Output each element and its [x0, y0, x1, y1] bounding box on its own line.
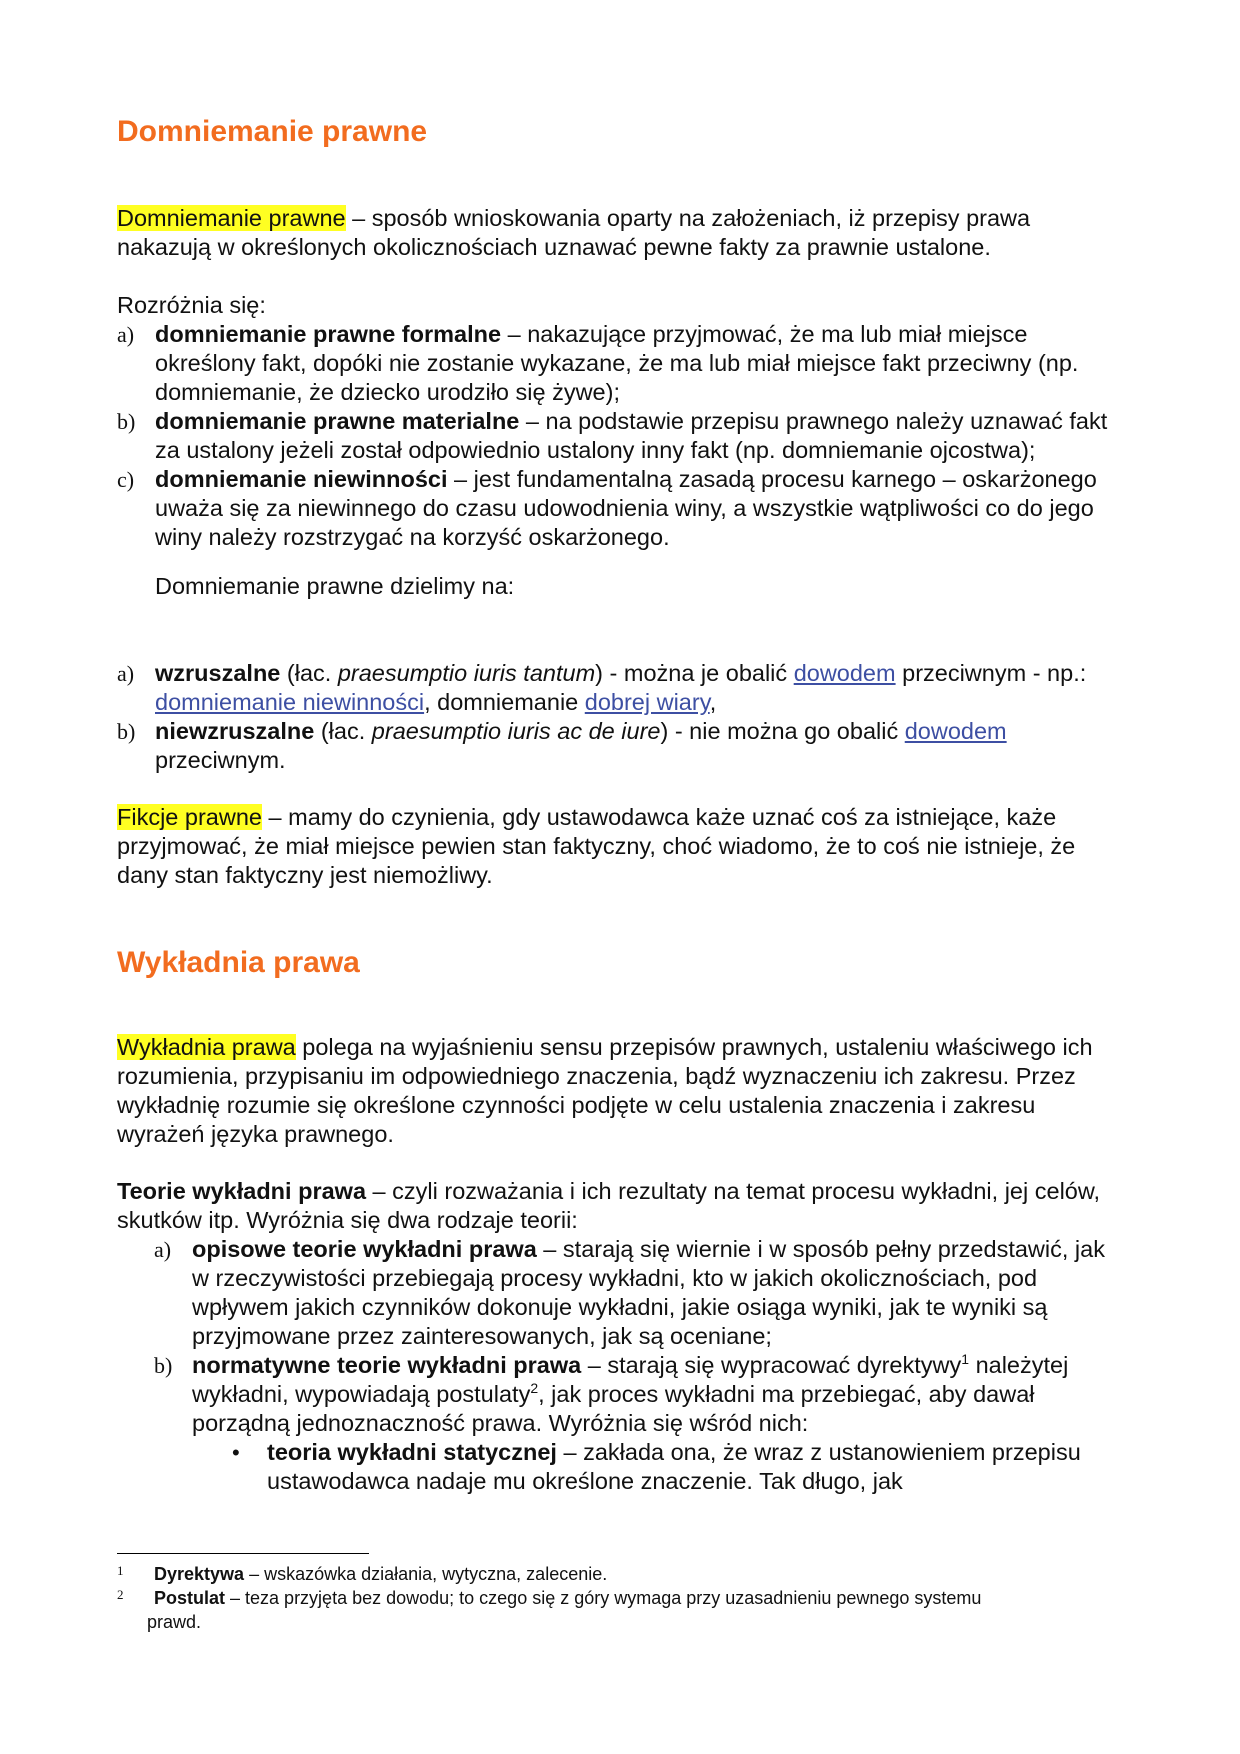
- list-marker: b): [117, 719, 136, 744]
- list-item-text: – nakazujące przyjmować, że ma lub miał miejsce określony fakt, dopóki nie zostanie wykazane, że ma lub miał miejsce fakt przeciwny (np. domniemanie, że dziecko urodziło się żywe);: [155, 321, 1079, 405]
- division-list: [79, 659, 1127, 775]
- list-item-term: niewzruszalne: [155, 718, 315, 744]
- list-item: [79, 1351, 1127, 1438]
- footnote-1: [117, 1562, 1127, 1586]
- list-item-text: – na podstawie przepisu prawnego należy uznawać fakt za ustalony jeżeli został odpowiednio ustalony inny fakt (np. domniemanie ojcostwa);: [155, 408, 1108, 463]
- list-item-term: normatywne teorie wykładni prawa: [192, 1352, 582, 1378]
- list-item: [79, 659, 1127, 717]
- list-item-term: domniemanie prawne formalne: [155, 321, 502, 347]
- division-intro: Domniemanie prawne dzielimy na:: [155, 573, 515, 599]
- footnote-2-continuation: prawd.: [147, 1612, 202, 1632]
- list-marker: c): [117, 467, 135, 492]
- document-body: [117, 112, 1127, 1496]
- definition-paragraph: [117, 1033, 1127, 1149]
- highlighted-term: Wykładnia prawa: [117, 1034, 296, 1060]
- text-fragment: należytej wykładni, wypowiadają postulaty: [192, 1352, 1069, 1407]
- fiction-text: – mamy do czynienia, gdy ustawodawca każe uznać coś za istniejące, każe przyjmować, że miał miejsce pewien stan faktyczny, choć wiadomo, że to coś nie istnieje, że dany stan faktyczny jest niemożliwy.: [117, 804, 1076, 888]
- footnote-text: – teza przyjęta bez dowodu; to czego się z góry wymaga przy uzasadnieniu pewnego systemu: [225, 1588, 982, 1608]
- list-item: [79, 465, 1127, 552]
- text-fragment: przeciwnym - np.:: [895, 660, 1087, 686]
- text-fragment: – starają się wypracować dyrektywy: [581, 1352, 962, 1378]
- list-item: [79, 717, 1127, 775]
- fiction-paragraph: [117, 803, 1127, 890]
- theory-term: Teorie wykładni prawa: [117, 1178, 367, 1204]
- link-dobrej-wiary[interactable]: dobrej wiary: [584, 689, 710, 715]
- section-heading-wykladnia: Wykładnia prawa: [117, 946, 360, 979]
- highlighted-term: Fikcje prawne: [117, 804, 262, 830]
- section-heading-domniemanie: Domniemanie prawne: [117, 115, 428, 148]
- latin-phrase: praesumptio iuris tantum: [337, 660, 596, 686]
- latin-phrase: praesumptio iuris ac de iure: [371, 718, 661, 744]
- list-item-term: wzruszalne: [155, 660, 281, 686]
- list-item-term: teoria wykładni statycznej: [267, 1439, 557, 1465]
- list-item-text: – jest fundamentalną zasadą procesu karnego – oskarżonego uważa się za niewinnego do czasu udowodnienia winy, a wszystkie wątpliwości co do jego winy należy rozstrzygać na korzyść oskarżonego.: [155, 466, 1097, 550]
- list-item-term: domniemanie niewinności: [155, 466, 448, 492]
- text-fragment: , domniemanie: [424, 689, 585, 715]
- text-fragment: ) - nie można go obalić: [660, 718, 905, 744]
- footnote-term: Postulat: [154, 1588, 226, 1608]
- list-item: [79, 407, 1127, 465]
- footnote-number: 2: [117, 1587, 124, 1602]
- list-item-term: domniemanie prawne materialne: [155, 408, 520, 434]
- footnote-2: [117, 1586, 1127, 1610]
- text-fragment: ,: [709, 689, 717, 715]
- presumption-types-list: [79, 320, 1127, 552]
- definition-paragraph: [117, 204, 1127, 262]
- footnote-ref-2[interactable]: 2: [530, 1380, 539, 1397]
- definition-text: polega na wyjaśnieniu sensu przepisów prawnych, ustaleniu właściwego ich rozumienia, przypisaniu im odpowiedniego znaczenia, bądź wyznaczeniu ich zakresu. Przez wykładnię rozumie się określone czynności podjęte w celu ustalenia znaczenia i zakresu wyrażeń języka prawnego.: [117, 1034, 1093, 1147]
- theory-text: – czyli rozważania i ich rezultaty na temat procesu wykładni, jej celów, skutków itp. Wyróżnia się dwa rodzaje teorii:: [117, 1178, 1101, 1233]
- list-marker: a): [117, 661, 135, 686]
- footnote-ref-1[interactable]: 1: [961, 1351, 970, 1368]
- list-item: [79, 1235, 1127, 1351]
- text-fragment: ) - można je obalić: [595, 660, 794, 686]
- text-fragment: (łac.: [314, 718, 372, 744]
- definition-text: – sposób wnioskowania oparty na założeniach, iż przepisy prawa nakazują w określonych okolicznościach uznawać pewne fakty za prawnie ustalone.: [117, 205, 1031, 260]
- theory-subtypes-list: [79, 1438, 1127, 1496]
- footnote-text: – wskazówka działania, wytyczna, zalecenie.: [244, 1564, 608, 1584]
- bullet-icon: •: [232, 1440, 240, 1465]
- list-marker: b): [117, 409, 136, 434]
- list-intro: Rozróżnia się:: [117, 292, 266, 318]
- link-domniemanie-niewinnosci[interactable]: domniemanie niewinności: [155, 689, 425, 715]
- text-fragment: przeciwnym.: [155, 747, 286, 773]
- list-marker: a): [117, 322, 135, 347]
- list-item-text: – zakłada ona, że wraz z ustanowieniem przepisu ustawodawca nadaje mu określone znaczenie. Tak długo, jak: [267, 1439, 1081, 1494]
- text-fragment: (łac.: [280, 660, 338, 686]
- list-item: [79, 320, 1127, 407]
- highlighted-term: Domniemanie prawne: [117, 205, 346, 231]
- footnotes: [117, 1562, 1127, 1634]
- link-dowodem[interactable]: dowodem: [904, 718, 1007, 744]
- footnote-separator: [117, 1553, 369, 1554]
- list-item: [79, 1438, 1127, 1496]
- link-dowodem[interactable]: dowodem: [793, 660, 896, 686]
- list-item-term: opisowe teorie wykładni prawa: [192, 1236, 537, 1262]
- footnote-term: Dyrektywa: [154, 1564, 245, 1584]
- text-fragment: , jak proces wykładni ma przebiegać, aby dawał porządną jednoznaczność prawa. Wyróżnia się wśród nich:: [192, 1381, 1035, 1436]
- list-marker: a): [154, 1237, 172, 1262]
- footnote-number: 1: [117, 1563, 124, 1578]
- theory-types-list: [79, 1235, 1127, 1438]
- theory-paragraph: [117, 1177, 1127, 1235]
- list-item-text: – starają się wiernie i w sposób pełny przedstawić, jak w rzeczywistości przebiegają procesy wykładni, kto w jakich okolicznościach, pod wpływem jakich czynników dokonuje wykładni, jakie osiąga wyniki, jak te wyniki są przyjmowane przez zainteresowanych, jak są oceniane;: [192, 1236, 1105, 1349]
- list-marker: b): [154, 1353, 173, 1378]
